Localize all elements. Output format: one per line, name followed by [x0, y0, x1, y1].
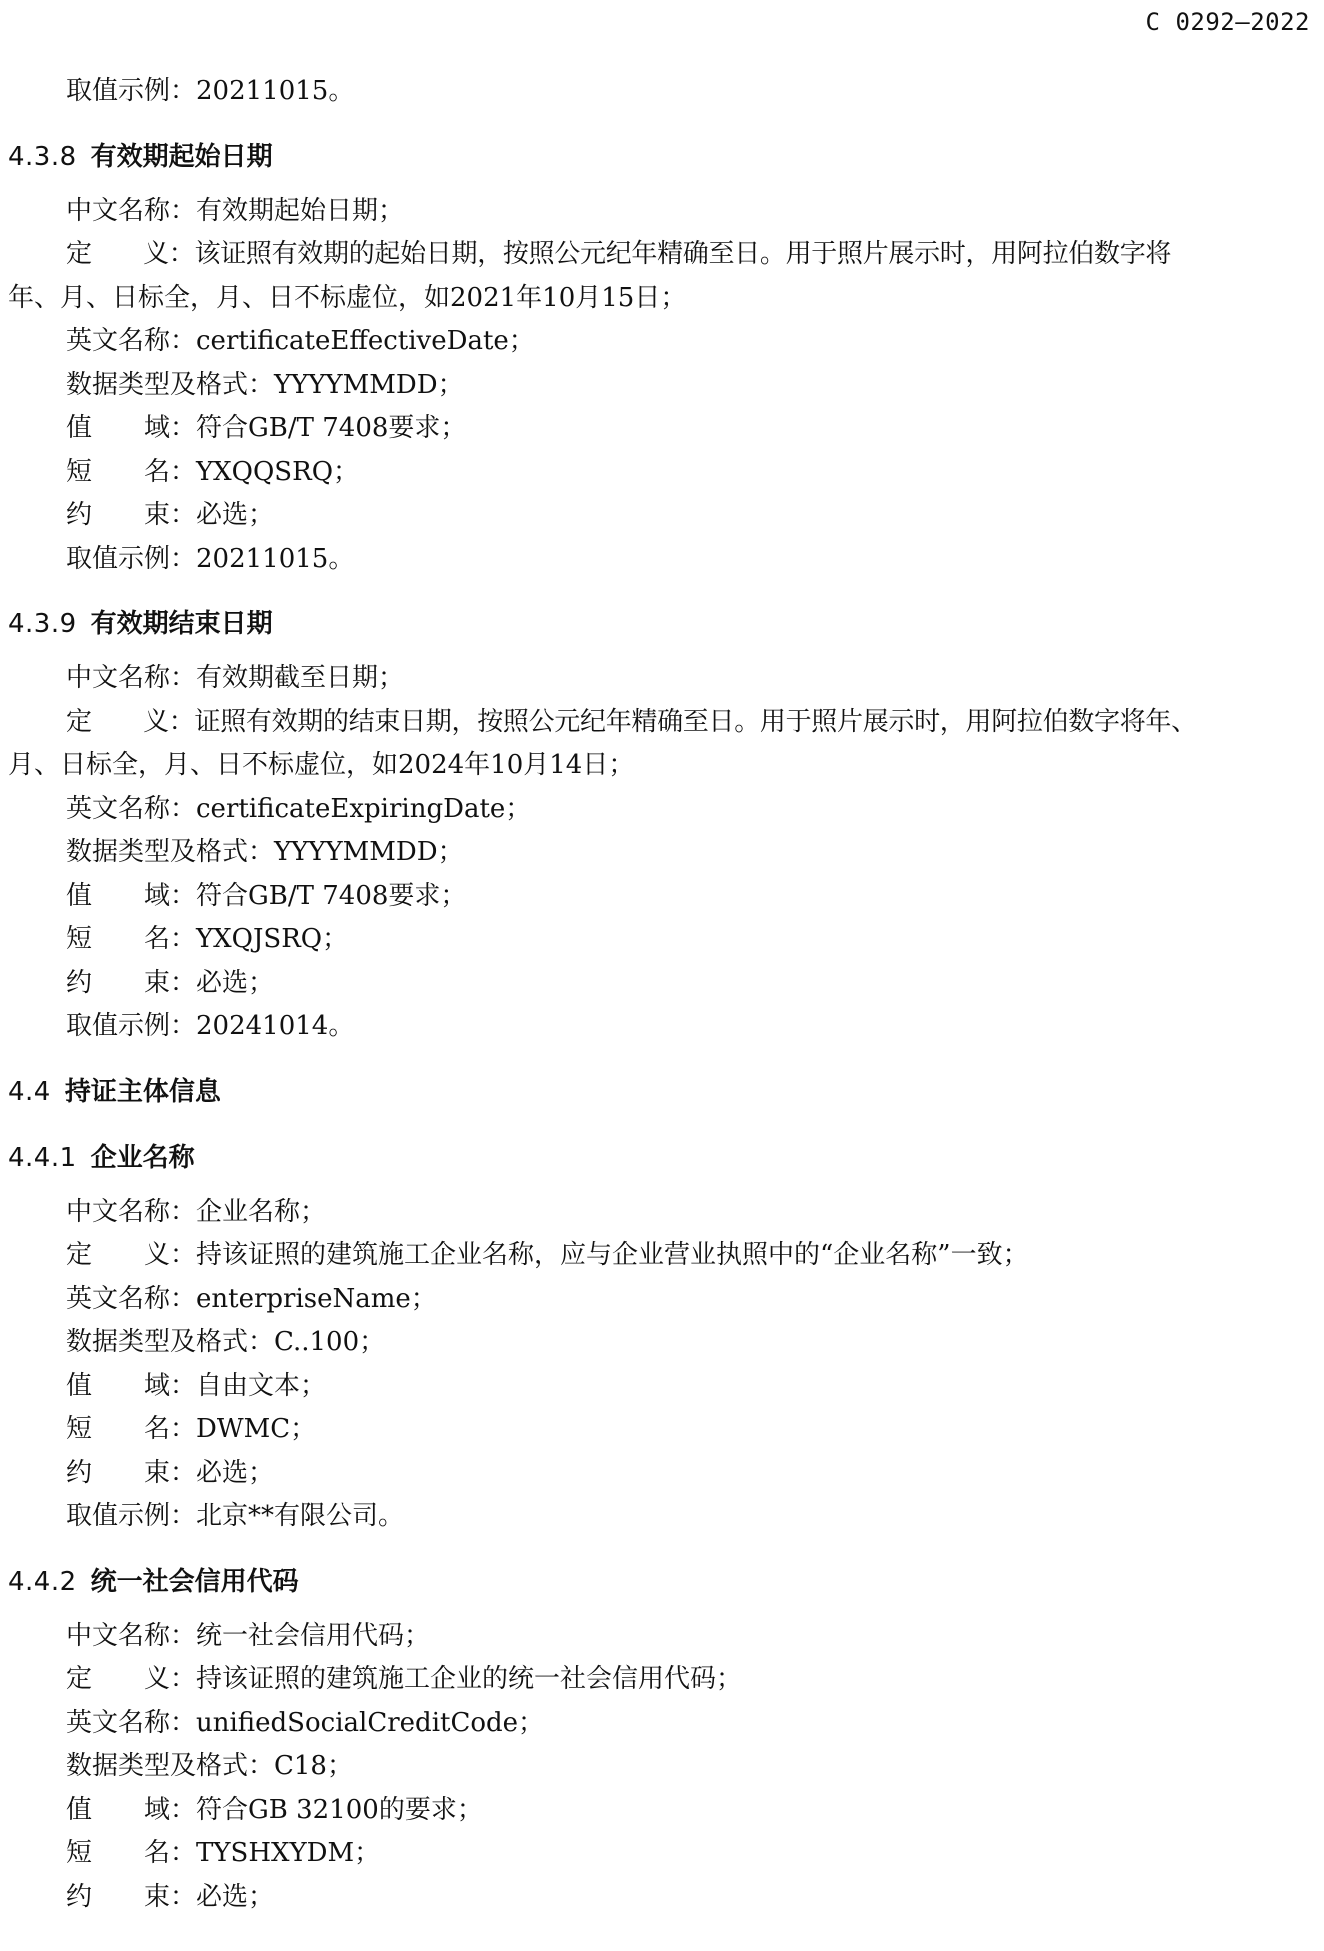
cn-name-line: 中文名称：统一社会信用代码；	[66, 1620, 431, 1651]
value-domain-line: 值 域：符合GB 32100的要求；	[66, 1794, 483, 1825]
definition-line: 定 义：持该证照的建筑施工企业的统一社会信用代码；	[66, 1664, 743, 1694]
example-line: 取值示例：北京**有限公司。	[66, 1501, 405, 1531]
section-heading-4-4	[8, 1059, 1308, 1125]
data-type-line: 数据类型及格式：C..100；	[66, 1327, 386, 1357]
section-number: 4.3.8	[8, 141, 77, 172]
section-heading-4-3-9	[8, 591, 1308, 657]
section-title: 有效期起始日期	[90, 141, 273, 172]
definition-line: 定 义：证照有效期的结束日期，按照公元纪年精确至日。用于照片展示时，用阿拉伯数字将年、	[66, 706, 1197, 737]
section-heading-4-4-1	[8, 1125, 1308, 1191]
definition-continuation-line: 年、月、日标全，月、日不标虚位，如2021年10月15日；	[8, 282, 687, 313]
document-code: C 0292—2022	[1145, 8, 1310, 36]
constraint-line: 约 束：必选；	[66, 1881, 275, 1912]
section-title: 有效期结束日期	[90, 609, 273, 639]
section-title: 统一社会信用代码	[90, 1566, 299, 1597]
value-domain-line: 值 域：自由文本；	[66, 1370, 327, 1401]
section-number: 4.4	[8, 1076, 51, 1107]
data-type-line: 数据类型及格式：C18；	[66, 1751, 353, 1781]
data-type-line: 数据类型及格式：YYYYMMDD；	[66, 369, 464, 400]
constraint-line: 约 束：必选；	[66, 500, 275, 530]
en-name-line: 英文名称：certificateExpiringDate；	[66, 793, 532, 824]
short-name-line: 短 名：YXQJSRQ；	[66, 924, 349, 954]
constraint-line: 约 束：必选；	[66, 967, 275, 998]
en-name-line: 英文名称：enterpriseName；	[66, 1283, 437, 1314]
section-heading-4-3-8	[8, 124, 1308, 190]
section-number: 4.4.2	[8, 1566, 77, 1597]
short-name-line: 短 名：YXQQSRQ；	[66, 456, 360, 487]
document-content	[8, 70, 1308, 1919]
short-name-line: 短 名：TYSHXYDM；	[66, 1838, 381, 1868]
example-line: 取值示例：20241014。	[66, 1011, 355, 1041]
definition-continuation-line: 月、日标全，月、日不标虚位，如2024年10月14日；	[8, 750, 635, 780]
cn-name-line: 中文名称：有效期截至日期；	[66, 663, 405, 693]
definition-line: 定 义：持该证照的建筑施工企业名称，应与企业营业执照中的“企业名称”一致；	[66, 1240, 1029, 1270]
value-domain-line: 值 域：符合GB/T 7408要求；	[66, 880, 467, 911]
cn-name-line: 中文名称：企业名称；	[66, 1196, 327, 1227]
section-title: 企业名称	[90, 1142, 195, 1173]
section-number: 4.4.1	[8, 1142, 77, 1173]
section-title: 持证主体信息	[64, 1076, 221, 1107]
example-line: 取值示例：20211015。	[66, 543, 355, 574]
short-name-line: 短 名：DWMC；	[66, 1414, 317, 1444]
data-type-line: 数据类型及格式：YYYYMMDD；	[66, 837, 464, 867]
en-name-line: 英文名称：certificateEffectiveDate；	[66, 326, 535, 356]
cn-name-line: 中文名称：有效期起始日期；	[66, 195, 405, 226]
definition-line: 定 义：该证照有效期的起始日期，按照公元纪年精确至日。用于照片展示时，用阿拉伯数字将	[66, 239, 1172, 269]
section-number: 4.3.9	[8, 609, 77, 639]
constraint-line: 约 束：必选；	[66, 1457, 275, 1488]
section-heading-4-4-2	[8, 1549, 1308, 1615]
en-name-line: 英文名称：unifiedSocialCreditCode；	[66, 1707, 545, 1738]
value-domain-line: 值 域：符合GB/T 7408要求；	[66, 413, 467, 443]
example-line: 取值示例：20211015。	[66, 76, 355, 106]
